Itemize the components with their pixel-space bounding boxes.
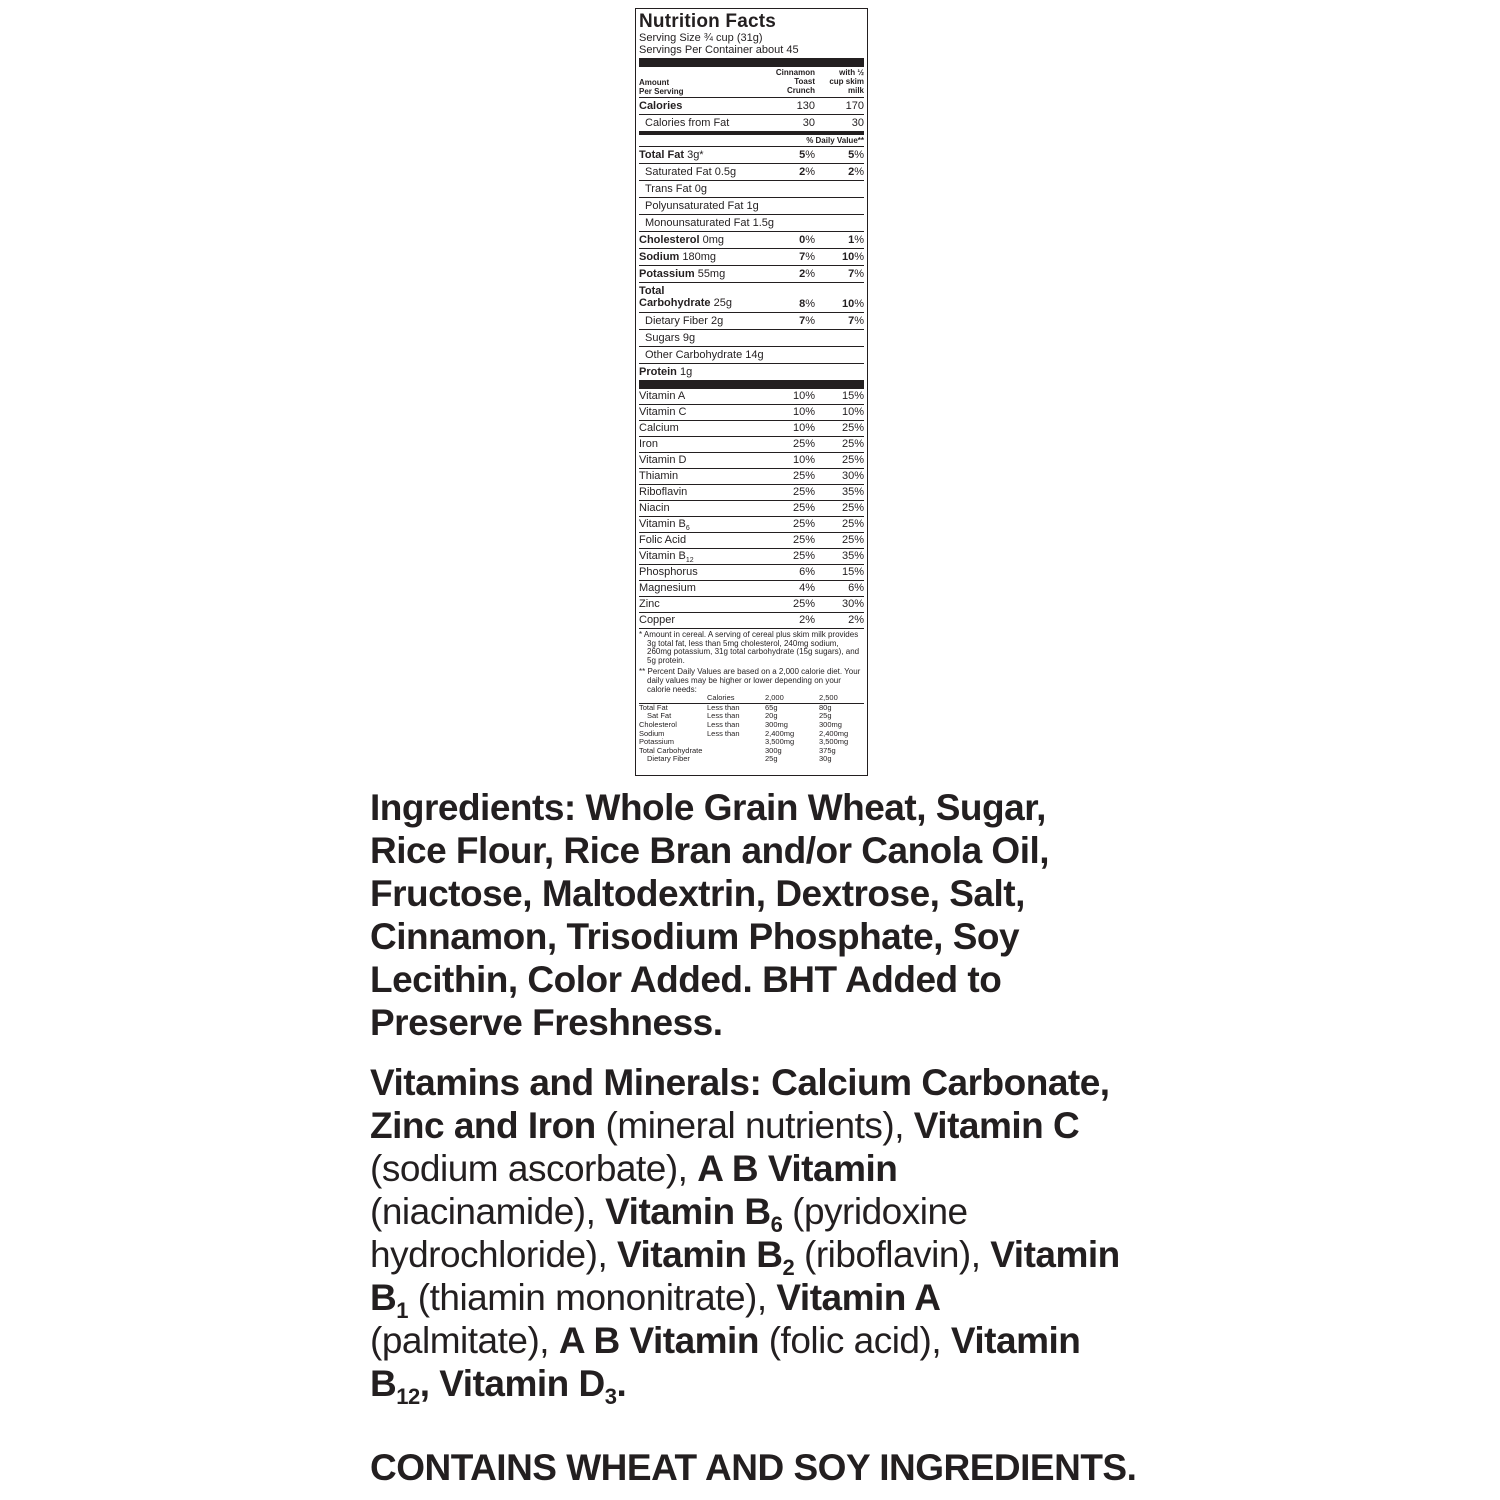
vitamins-minerals-block — [370, 1061, 1170, 1409]
vitamin-dv-milk: 35% — [841, 550, 864, 562]
nutrient-dv-milk — [848, 266, 864, 282]
dv-value-2500: 375g — [819, 745, 836, 755]
vitamins-minerals-line — [370, 1104, 1170, 1147]
nutrient-row — [639, 181, 864, 198]
vitamin-name: Folic Acid — [639, 534, 687, 546]
nutrient-label — [645, 164, 736, 180]
ingredients-line: Fructose, Maltodextrin, Dextrose, Salt, — [370, 873, 1025, 914]
vitamins-minerals-line — [370, 1319, 1170, 1362]
vitamin-dv-cereal: 25% — [792, 598, 815, 610]
ingredients-line: Cinnamon, Trisodium Phosphate, Soy — [370, 916, 1020, 957]
col1-header-line: Cinnamon — [775, 68, 815, 77]
vitamin-row — [639, 389, 864, 405]
vitamin-label — [639, 405, 686, 420]
servings-per-container: Servings Per Container about 45 — [639, 44, 799, 56]
pct-sign: % — [854, 251, 864, 263]
vitamin-name: Niacin — [639, 502, 670, 514]
nutrient-dv-cereal — [799, 232, 815, 248]
vitamin-name: Riboflavin — [639, 486, 688, 498]
vitamin-name: Iron — [639, 438, 658, 450]
vitamin-row — [639, 453, 864, 469]
vitamin-label — [639, 485, 687, 500]
dv-qualifier: Less than — [707, 702, 740, 712]
ingredients-line: Ingredients: Whole Grain Wheat, Sugar, — [370, 787, 1046, 828]
dv-value-2500: 2,400mg — [819, 728, 849, 738]
dv-value: 5 — [799, 149, 806, 161]
col2-header-line: milk — [847, 86, 864, 95]
vitamin-dv-milk: 25% — [841, 534, 864, 546]
dv-value: 1 — [848, 234, 855, 246]
vitamins-minerals-line — [370, 1362, 1170, 1409]
pct-sign: % — [854, 298, 864, 310]
nutrient-dv-milk — [848, 232, 864, 248]
vitamin-name: Vitamin A — [639, 390, 686, 402]
nutrient-amount: 1g — [676, 366, 693, 378]
nutrient-label — [639, 232, 724, 248]
vitamin-label — [639, 501, 670, 516]
vitamin-name: Thiamin — [639, 470, 679, 482]
nutrient-row — [639, 364, 864, 380]
nutrient-list — [639, 147, 864, 380]
vitamin-name: Vitamin B — [639, 550, 686, 562]
text-segment: A B Vitamin — [697, 1148, 898, 1189]
dv-value-2500: 80g — [819, 702, 832, 712]
footnote-amount-in-cereal: * Amount in cereal. A serving of cereal plus skim milk provides 3g total fat, less than 5mg cholesterol, 240mg sodium, 260mg potassium, 31g total carbohydrate (15g sugars), and 5g protein. — [639, 630, 860, 665]
amount-per-serving-label — [639, 78, 683, 96]
vitamin-label — [639, 533, 686, 548]
amount-label: Amount — [639, 78, 670, 87]
nutrient-amount: 0mg — [699, 234, 724, 246]
nutrient-name: Trans Fat 0g — [645, 183, 707, 195]
dv-nutrient: Total Carbohydrate — [639, 745, 703, 755]
vitamin-dv-cereal: 25% — [792, 550, 815, 562]
vitamin-row — [639, 613, 864, 628]
calories-cereal: 130 — [796, 100, 815, 112]
nutrient-name: Total Fat — [639, 149, 685, 161]
text-segment: Vitamin B — [617, 1234, 783, 1275]
dv-value-2000: 3,500mg — [765, 737, 795, 747]
dv-value: 8 — [799, 298, 806, 310]
subscript: 6 — [770, 1212, 783, 1237]
text-segment: (sodium ascorbate), — [370, 1148, 698, 1189]
nutrient-name: Carbohydrate — [639, 297, 711, 309]
text-segment: hydrochloride), — [370, 1234, 618, 1275]
vitamin-row — [639, 517, 864, 533]
vitamin-row — [639, 437, 864, 453]
vitamin-label — [639, 469, 678, 484]
vitamin-dv-milk: 15% — [841, 390, 864, 402]
dv-value-2500: 25g — [819, 711, 832, 721]
nutrient-amount: 3g* — [684, 149, 704, 161]
pct-sign: % — [805, 268, 815, 280]
serving-size: Serving Size ¾ cup (31g) — [639, 32, 763, 44]
nutrient-row — [639, 232, 864, 249]
column-header — [639, 67, 864, 98]
text-segment: B — [370, 1363, 397, 1404]
nutrient-row — [639, 198, 864, 215]
vitamin-name: Calcium — [639, 422, 679, 434]
nutrient-name: Dietary Fiber 2g — [645, 315, 724, 327]
nutrient-name: Potassium — [639, 268, 695, 280]
vitamin-row — [639, 581, 864, 597]
per-serving-label: Per Serving — [639, 87, 684, 96]
nutrient-label — [645, 330, 695, 346]
text-segment: (mineral nutrients), — [595, 1105, 914, 1146]
dv-value-2000: 20g — [765, 711, 778, 721]
vitamin-dv-cereal: 6% — [799, 566, 815, 578]
nutrient-row — [639, 249, 864, 266]
cereal-column-header — [765, 68, 815, 95]
vitamin-dv-milk: 25% — [841, 438, 864, 450]
ingredients-line: Lecithin, Color Added. BHT Added to — [370, 959, 1002, 1000]
nutrient-label — [639, 364, 692, 380]
pct-sign: % — [805, 251, 815, 263]
dv-value: 7 — [799, 315, 806, 327]
vitamin-name: Vitamin C — [639, 406, 687, 418]
ingredients-block — [370, 786, 1170, 1044]
dv-value-2500: 300mg — [819, 719, 842, 729]
pct-sign: % — [854, 149, 864, 161]
pct-sign: % — [805, 298, 815, 310]
vitamin-dv-milk: 25% — [841, 518, 864, 530]
nutrient-amount: 25g — [710, 297, 732, 309]
nutrient-name: Cholesterol — [639, 234, 700, 246]
vitamin-dv-cereal: 10% — [792, 390, 815, 402]
allergen-statement: CONTAINS WHEAT AND SOY INGREDIENTS. — [370, 1447, 1137, 1488]
dv-qualifier: Less than — [707, 719, 740, 729]
vitamin-label — [639, 565, 698, 580]
vitamin-label — [639, 453, 686, 468]
subscript: 3 — [604, 1384, 617, 1409]
col2-header-line: with ½ — [839, 68, 864, 77]
subscript: 12 — [396, 1384, 420, 1409]
dv-value: 10 — [841, 298, 855, 310]
nutrient-name: Protein — [639, 366, 677, 378]
text-segment: Zinc and Iron — [370, 1105, 596, 1146]
col1-header-line: Crunch — [787, 86, 815, 95]
nutrient-row — [639, 313, 864, 330]
dv-value-2000: 25g — [765, 754, 778, 764]
nutrient-dv-milk — [848, 164, 864, 180]
ingredients-line: Preserve Freshness. — [370, 1002, 723, 1043]
text-segment: Vitamin — [950, 1320, 1081, 1361]
calories-milk: 170 — [845, 100, 864, 112]
col1-header-line: Toast — [794, 77, 815, 86]
vitamin-dv-cereal: 2% — [799, 614, 815, 626]
nutrient-name: Polyunsaturated Fat 1g — [645, 200, 759, 212]
subscript: 1 — [396, 1298, 408, 1323]
text-segment: (folic acid), — [758, 1320, 951, 1361]
text-segment: Vitamins and Minerals: Calcium Carbonate, — [370, 1062, 1110, 1103]
vitamin-dv-milk: 25% — [841, 454, 864, 466]
pct-sign: % — [805, 149, 815, 161]
text-segment: B — [370, 1277, 397, 1318]
nutrient-name: Total — [639, 285, 665, 297]
pct-sign: % — [805, 234, 815, 246]
nutrient-name: Saturated Fat 0.5g — [645, 166, 737, 178]
vitamin-dv-cereal: 25% — [792, 502, 815, 514]
dv-nutrient: Cholesterol — [639, 719, 677, 729]
vitamin-name: Magnesium — [639, 582, 696, 594]
text-segment: Vitamin A — [776, 1277, 941, 1318]
text-segment: (pyridoxine — [782, 1191, 968, 1232]
vitamins-minerals-line — [370, 1061, 1170, 1104]
vitamin-dv-milk: 10% — [841, 406, 864, 418]
ingredients-line: Rice Flour, Rice Bran and/or Canola Oil, — [370, 830, 1050, 871]
dv-value: 0 — [799, 234, 806, 246]
daily-value-header: % Daily Value** — [639, 135, 864, 147]
pct-sign: % — [805, 315, 815, 327]
vitamin-dv-cereal: 25% — [792, 470, 815, 482]
milk-column-header — [816, 68, 864, 95]
nutrition-facts-title: Nutrition Facts — [639, 11, 777, 32]
pct-sign: % — [854, 234, 864, 246]
nutrient-dv-milk — [848, 147, 864, 163]
vitamin-dv-cereal: 25% — [792, 438, 815, 450]
dv-table-row — [639, 755, 864, 764]
thick-divider — [639, 380, 864, 389]
vitamin-row — [639, 405, 864, 421]
thick-divider — [639, 58, 864, 67]
dv-2000: 2,000 — [765, 693, 784, 703]
text-segment: (palmitate), — [370, 1320, 559, 1361]
vitamin-dv-milk: 35% — [841, 486, 864, 498]
nutrient-row — [639, 147, 864, 164]
calories-row — [639, 98, 864, 115]
nutrient-name: Monounsaturated Fat 1.5g — [645, 217, 775, 229]
dv-value-2500: 30g — [819, 754, 832, 764]
vitamin-dv-cereal: 25% — [792, 486, 815, 498]
calories-from-fat-row — [639, 115, 864, 131]
vitamin-row — [639, 565, 864, 581]
vitamin-dv-milk: 25% — [841, 502, 864, 514]
dv-nutrient: Sat Fat — [647, 711, 672, 721]
nutrient-label — [639, 147, 704, 163]
pct-sign: % — [805, 166, 815, 178]
vitamin-name: Phosphorus — [639, 566, 698, 578]
nutrient-name: Sodium — [639, 251, 680, 263]
text-segment: (niacinamide), — [370, 1191, 606, 1232]
nutrient-dv-cereal — [799, 164, 815, 180]
calories-from-fat-cereal: 30 — [802, 117, 815, 129]
vitamin-dv-milk: 25% — [841, 422, 864, 434]
nutrient-dv-cereal — [799, 298, 815, 310]
vitamin-label — [639, 597, 660, 612]
vitamins-minerals-line — [370, 1147, 1170, 1190]
text-segment: (riboflavin), — [794, 1234, 991, 1275]
dv-value-2000: 300mg — [765, 719, 788, 729]
nutrient-dv-milk — [842, 298, 864, 310]
vitamin-name: Copper — [639, 614, 676, 626]
nutrient-dv-cereal — [799, 147, 815, 163]
vitamin-dv-cereal: 25% — [792, 518, 815, 530]
vitamin-dv-cereal: 4% — [799, 582, 815, 594]
vitamin-row — [639, 597, 864, 613]
nutrition-facts-panel — [635, 8, 868, 776]
dv-nutrient: Total Fat — [639, 702, 668, 712]
dv-value: 5 — [848, 149, 855, 161]
daily-value-table — [639, 694, 864, 764]
vitamin-subscript: 12 — [685, 557, 694, 565]
dv-qualifier: Less than — [707, 728, 740, 738]
vitamin-row — [639, 549, 864, 565]
nutrient-label — [645, 181, 707, 197]
nutrient-row — [639, 283, 864, 313]
vitamin-dv-cereal: 10% — [792, 454, 815, 466]
dv-value-2500: 3,500mg — [819, 737, 849, 747]
nutrient-name: Sugars 9g — [645, 332, 696, 344]
text-segment: A B Vitamin — [558, 1320, 759, 1361]
vitamin-dv-milk: 2% — [848, 614, 864, 626]
dv-nutrient: Sodium — [639, 728, 665, 738]
col2-header-line: cup skim — [829, 77, 864, 86]
calories-from-fat-milk: 30 — [851, 117, 864, 129]
dv-qualifier: Less than — [707, 711, 740, 721]
vitamin-label — [639, 421, 679, 436]
vitamin-label — [639, 581, 696, 596]
footnotes — [639, 628, 864, 694]
dv-value: 10 — [841, 251, 855, 263]
nutrient-label — [639, 285, 732, 309]
vitamin-label — [639, 613, 675, 628]
vitamin-dv-cereal: 10% — [792, 422, 815, 434]
vitamins-minerals-line — [370, 1233, 1170, 1280]
vitamin-row — [639, 533, 864, 549]
vitamin-dv-cereal: 10% — [792, 406, 815, 418]
vitamin-row — [639, 469, 864, 485]
vitamin-subscript: 6 — [685, 525, 690, 533]
vitamin-dv-milk: 30% — [841, 470, 864, 482]
vitamin-name: Zinc — [639, 598, 660, 610]
dv-value-2000: 65g — [765, 702, 778, 712]
dv-value: 7 — [848, 268, 855, 280]
text-segment: Vitamin — [990, 1234, 1120, 1275]
pct-sign: % — [854, 268, 864, 280]
subscript: 2 — [782, 1255, 795, 1280]
vitamins-minerals-line — [370, 1276, 1170, 1323]
nutrient-label — [639, 249, 716, 265]
nutrient-row — [639, 266, 864, 283]
nutrient-dv-cereal — [799, 313, 815, 329]
dv-nutrient: Dietary Fiber — [647, 754, 690, 764]
text-segment: , Vitamin D — [419, 1363, 605, 1404]
vitamin-row — [639, 421, 864, 437]
nutrient-dv-milk — [842, 249, 864, 265]
dv-value: 7 — [799, 251, 806, 263]
text-segment: Vitamin B — [605, 1191, 771, 1232]
calories-from-fat-label: Calories from Fat — [645, 117, 730, 129]
text-segment: (thiamin mononitrate), — [407, 1277, 777, 1318]
dv-value: 2 — [848, 166, 855, 178]
pct-sign: % — [854, 315, 864, 327]
dv-nutrient: Potassium — [639, 737, 675, 747]
dv-value: 2 — [799, 166, 806, 178]
nutrient-amount: 180mg — [679, 251, 717, 263]
vitamin-dv-milk: 30% — [841, 598, 864, 610]
nutrient-dv-milk — [848, 313, 864, 329]
dv-value-2000: 2,400mg — [765, 728, 795, 738]
vitamin-label — [639, 437, 658, 452]
vitamin-row — [639, 485, 864, 501]
vitamins-minerals-line — [370, 1190, 1170, 1237]
nutrient-amount: 55mg — [694, 268, 726, 280]
pct-sign: % — [854, 166, 864, 178]
nutrient-dv-cereal — [799, 249, 815, 265]
nutrient-label — [639, 266, 725, 282]
vitamin-list — [639, 389, 864, 628]
dv-2500: 2,500 — [819, 693, 838, 703]
nutrient-dv-cereal — [799, 266, 815, 282]
nutrient-row — [639, 215, 864, 232]
dv-value: 7 — [848, 315, 855, 327]
vitamin-dv-milk: 15% — [841, 566, 864, 578]
text-segment: Vitamin C — [913, 1105, 1080, 1146]
nutrient-label — [645, 215, 774, 231]
vitamin-name: Vitamin B — [639, 518, 686, 530]
nutrient-label — [645, 313, 723, 329]
vitamin-label — [639, 389, 685, 404]
vitamin-dv-milk: 6% — [848, 582, 864, 594]
vitamin-dv-cereal: 25% — [792, 534, 815, 546]
nutrient-label — [645, 347, 764, 363]
nutrient-row — [639, 164, 864, 181]
vitamin-name: Vitamin D — [639, 454, 687, 466]
dv-calories-label: Calories — [707, 693, 735, 703]
vitamin-row — [639, 501, 864, 517]
dv-value-2000: 300g — [765, 745, 782, 755]
nutrient-label — [645, 198, 759, 214]
calories-label: Calories — [639, 100, 683, 112]
footnote-daily-values: ** Percent Daily Values are based on a 2,000 calorie diet. Your daily values may be higher or lower depending on your calorie needs: — [639, 667, 861, 694]
dv-value: 2 — [799, 268, 806, 280]
nutrient-name: Other Carbohydrate 14g — [645, 349, 764, 361]
text-segment: . — [616, 1363, 627, 1404]
nutrient-row — [639, 347, 864, 364]
nutrient-row — [639, 330, 864, 347]
